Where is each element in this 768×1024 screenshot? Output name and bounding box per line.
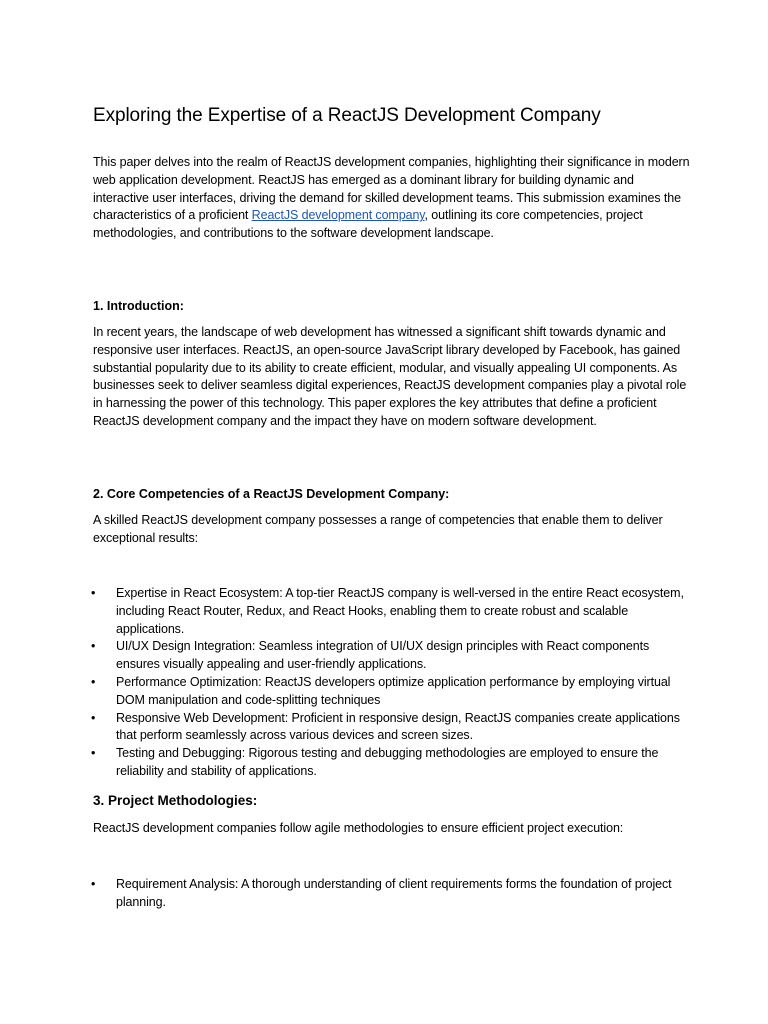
methodologies-list <box>93 876 693 912</box>
list-item <box>93 710 693 746</box>
section-3-heading: 3. Project Methodologies: <box>93 793 258 808</box>
list-item-text: Responsive Web Development: Proficient in responsive design, ReactJS companies create applications that perform seamlessly across various devices and screen sizes. <box>116 710 680 743</box>
document-title: Exploring the Expertise of a ReactJS Development Company <box>93 105 601 126</box>
section-1-heading: 1. Introduction: <box>93 299 184 313</box>
bullet-icon: • <box>91 877 96 891</box>
abstract-paragraph <box>93 154 693 243</box>
bullet-icon: • <box>91 710 96 725</box>
section-2-heading: 2. Core Competencies of a ReactJS Development Company: <box>93 487 450 501</box>
list-item-text: Expertise in React Ecosystem: A top-tier ReactJS company is well-versed in the entire React ecosystem, including React Router, Redux, and React Hooks, enabling them to create robust and scalable applications. <box>116 586 684 636</box>
abstract-text-before-link: This paper delves into the realm of ReactJS development companies, highlighting their significance in modern web application development. ReactJS has emerged as a dominant library for building dynamic and interactive user interfaces, driving the demand for skilled development teams. This submission examines the characteristics of a proficient <box>93 155 690 223</box>
competencies-list <box>93 585 693 781</box>
list-item-text: Requirement Analysis: A thorough understanding of client requirements forms the foundation of project planning. <box>116 877 672 909</box>
list-item-text: UI/UX Design Integration: Seamless integration of UI/UX design principles with React components ensures visually appealing and user-friendly applications. <box>116 639 650 672</box>
bullet-icon: • <box>91 746 96 761</box>
list-item <box>93 638 693 674</box>
reactjs-company-link[interactable]: ReactJS development company <box>251 208 425 223</box>
list-item <box>93 674 693 710</box>
list-item-text: Performance Optimization: ReactJS developers optimize application performance by employing virtual DOM manipulation and code-splitting techniques <box>116 674 671 707</box>
list-item <box>93 745 693 781</box>
list-item <box>93 585 693 638</box>
abstract-text-after-link: , outlining its core competencies, project methodologies, and contributions to the software development landscape. <box>93 208 643 241</box>
bullet-icon: • <box>91 674 96 689</box>
section-3-intro: ReactJS development companies follow agile methodologies to ensure efficient project execution: <box>93 821 624 835</box>
section-1-body: In recent years, the landscape of web development has witnessed a significant shift towards dynamic and responsive user interfaces. ReactJS, an open-source JavaScript library developed by Facebook, has gained substantial popularity due to its ability to create efficient, modular, and visually appealing UI components. As businesses seek to deliver seamless digital experiences, ReactJS development companies play a pivotal role in harnessing the power of this technology. This paper explores the key attributes that define a proficient ReactJS development company and the impact they have on modern software development. <box>93 325 687 428</box>
section-2-intro: A skilled ReactJS development company possesses a range of competencies that enable them to deliver exceptional results: <box>93 513 663 545</box>
bullet-icon: • <box>91 639 96 654</box>
bullet-icon: • <box>91 586 96 600</box>
list-item-text: Testing and Debugging: Rigorous testing and debugging methodologies are employed to ensure the reliability and stability of applications. <box>116 746 659 778</box>
list-item <box>93 876 693 912</box>
